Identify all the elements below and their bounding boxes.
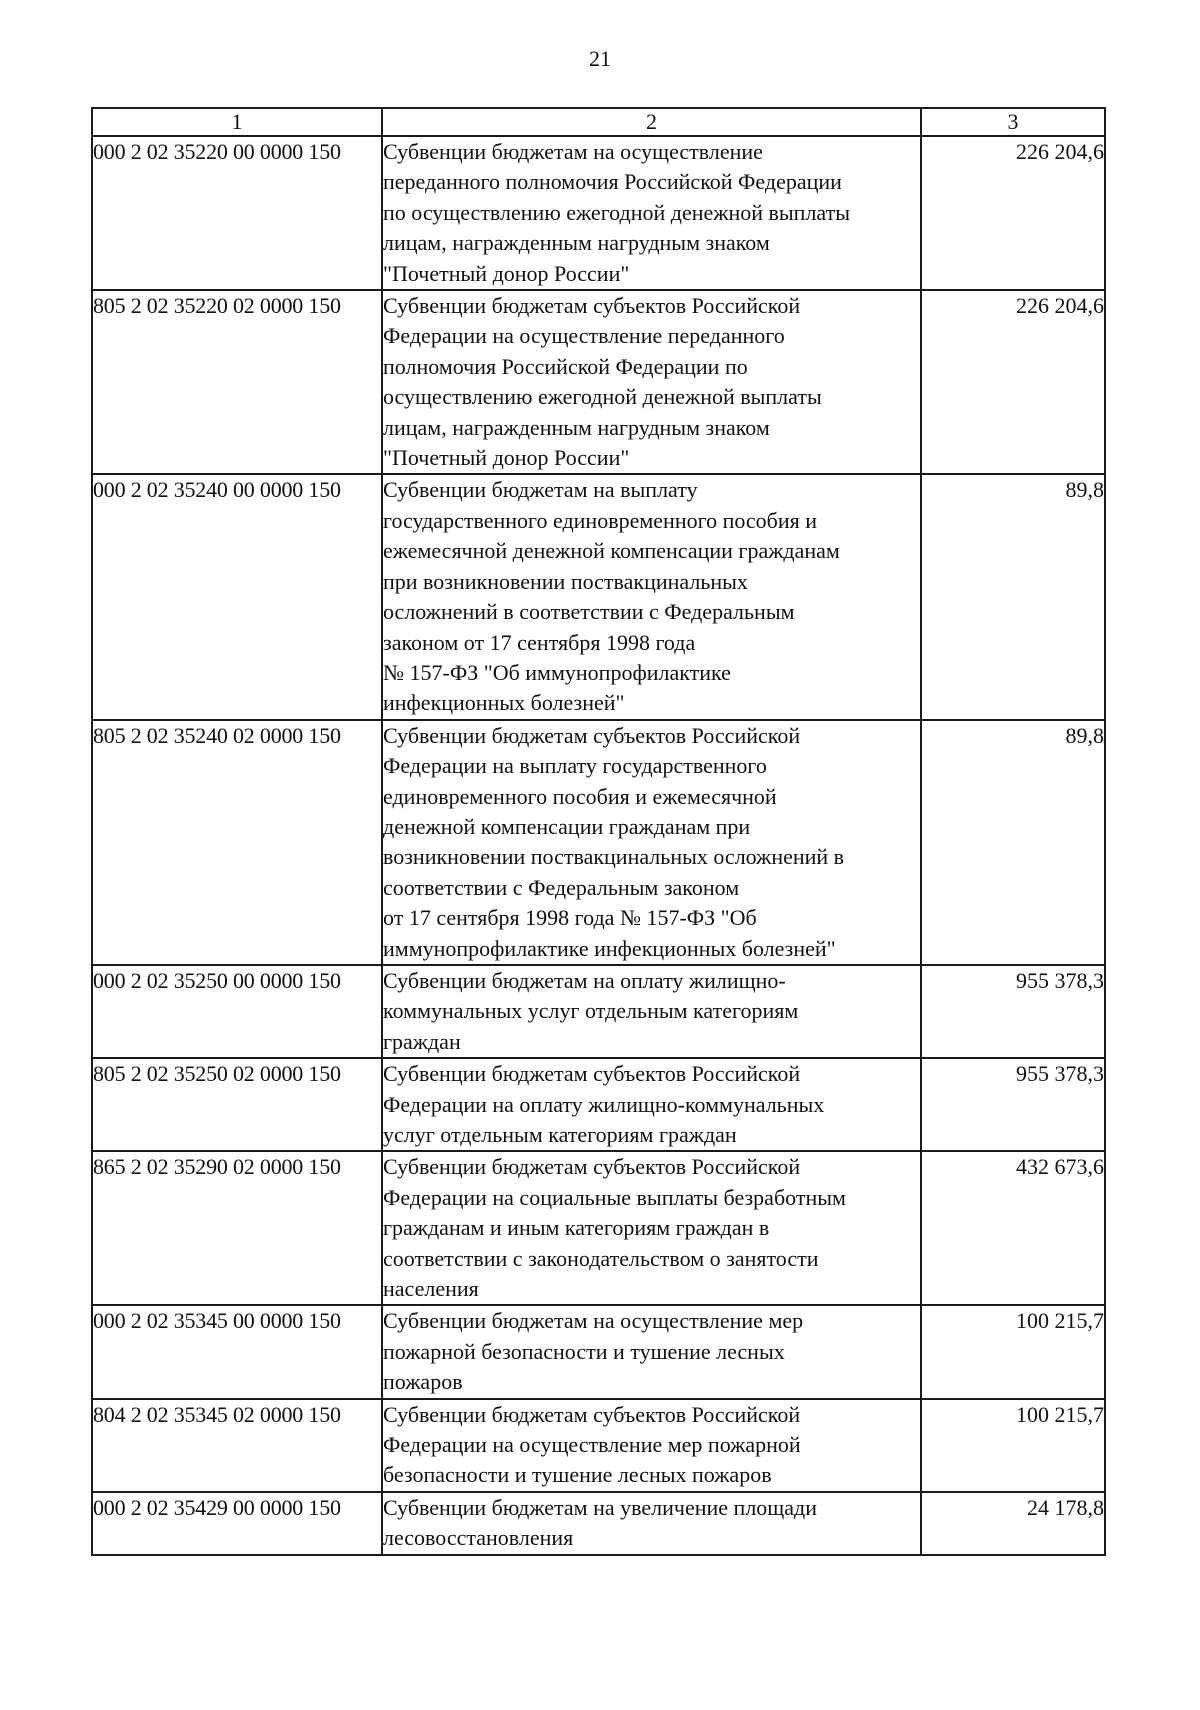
description-line: граждан bbox=[383, 1028, 461, 1054]
description-line: переданного полномочия Российской Федерации bbox=[383, 169, 842, 195]
table-row bbox=[92, 965, 1105, 1058]
description-cell bbox=[382, 1492, 921, 1555]
description-line: ежемесячной денежной компенсации гражданам bbox=[383, 538, 840, 564]
description-cell bbox=[382, 1399, 921, 1492]
amount-cell: 226 204,6 bbox=[921, 290, 1105, 474]
description-line: полномочия Российской Федерации по bbox=[383, 353, 748, 379]
table-row bbox=[92, 474, 1105, 719]
budget-code-cell: 000 2 02 35220 00 0000 150 bbox=[92, 136, 382, 290]
description-line: Субвенции бюджетам на выплату bbox=[383, 477, 698, 503]
budget-code-cell: 000 2 02 35250 00 0000 150 bbox=[92, 965, 382, 1058]
description-line: осложнений в соответствии с Федеральным bbox=[383, 599, 795, 625]
description-cell bbox=[382, 290, 921, 474]
column-header-description: 2 bbox=[382, 108, 921, 136]
description-line: Субвенции бюджетам субъектов Российской bbox=[383, 293, 801, 319]
description-line: единовременного пособия и ежемесячной bbox=[383, 783, 777, 809]
description-line: коммунальных услуг отдельным категориям bbox=[383, 998, 799, 1024]
description-line: инфекционных болезней" bbox=[383, 690, 625, 716]
budget-code-cell: 000 2 02 35345 00 0000 150 bbox=[92, 1305, 382, 1398]
description-line: государственного единовременного пособия и bbox=[383, 507, 818, 533]
amount-cell: 100 215,7 bbox=[921, 1305, 1105, 1398]
description-line: Федерации на оплату жилищно-коммунальных bbox=[383, 1091, 825, 1117]
table-body bbox=[92, 136, 1105, 1555]
table-row bbox=[92, 1151, 1105, 1305]
budget-code-cell: 804 2 02 35345 02 0000 150 bbox=[92, 1399, 382, 1492]
amount-cell: 955 378,3 bbox=[921, 1058, 1105, 1151]
description-cell bbox=[382, 474, 921, 719]
table-row bbox=[92, 720, 1105, 965]
amount-cell: 955 378,3 bbox=[921, 965, 1105, 1058]
description-line: услуг отдельным категориям граждан bbox=[383, 1122, 737, 1147]
description-line: законом от 17 сентября 1998 года bbox=[383, 629, 696, 655]
description-cell bbox=[382, 1151, 921, 1305]
budget-code-cell: 805 2 02 35240 02 0000 150 bbox=[92, 720, 382, 965]
amount-cell: 89,8 bbox=[921, 474, 1105, 719]
column-header-amount: 3 bbox=[921, 108, 1105, 136]
description-line: лицам, награжденным нагрудным знаком bbox=[383, 414, 770, 440]
description-line: денежной компенсации гражданам при bbox=[383, 813, 751, 839]
header-row bbox=[92, 108, 1105, 136]
table-row bbox=[92, 1399, 1105, 1492]
budget-code-cell: 865 2 02 35290 02 0000 150 bbox=[92, 1151, 382, 1305]
table-row bbox=[92, 1492, 1105, 1555]
description-line: Субвенции бюджетам субъектов Российской bbox=[383, 722, 801, 748]
description-line: Субвенции бюджетам на увеличение площади bbox=[383, 1494, 817, 1520]
page-number: 21 bbox=[589, 46, 611, 71]
description-line: при возникновении поствакцинальных bbox=[383, 568, 748, 594]
description-line: Субвенции бюджетам субъектов Российской bbox=[383, 1061, 801, 1087]
budget-code-cell: 000 2 02 35429 00 0000 150 bbox=[92, 1492, 382, 1555]
budget-code-cell: 805 2 02 35220 02 0000 150 bbox=[92, 290, 382, 474]
description-cell bbox=[382, 1058, 921, 1151]
amount-cell: 100 215,7 bbox=[921, 1399, 1105, 1492]
description-cell bbox=[382, 1305, 921, 1398]
description-line: № 157-ФЗ "Об иммунопрофилактике bbox=[383, 659, 731, 685]
description-line: безопасности и тушение лесных пожаров bbox=[383, 1462, 772, 1488]
description-line: Федерации на выплату государственного bbox=[383, 753, 767, 779]
description-line: пожарной безопасности и тушение лесных bbox=[383, 1338, 785, 1364]
amount-cell: 89,8 bbox=[921, 720, 1105, 965]
description-line: возникновении поствакцинальных осложнений в bbox=[383, 844, 845, 870]
description-line: "Почетный донор России" bbox=[383, 445, 630, 471]
description-line: "Почетный донор России" bbox=[383, 260, 630, 286]
description-line: по осуществлению ежегодной денежной выплаты bbox=[383, 199, 851, 225]
budget-code-cell: 805 2 02 35250 02 0000 150 bbox=[92, 1058, 382, 1151]
amount-cell: 226 204,6 bbox=[921, 136, 1105, 290]
description-line: пожаров bbox=[383, 1369, 463, 1395]
description-line: Федерации на осуществление переданного bbox=[383, 323, 785, 349]
description-line: лесовосстановления bbox=[383, 1525, 574, 1551]
description-line: от 17 сентября 1998 года № 157-ФЗ "Об bbox=[383, 905, 757, 931]
budget-code-cell: 000 2 02 35240 00 0000 150 bbox=[92, 474, 382, 719]
description-line: Субвенции бюджетам на осуществление bbox=[383, 139, 763, 164]
description-cell bbox=[382, 136, 921, 290]
description-line: лицам, награжденным нагрудным знаком bbox=[383, 230, 770, 256]
table-row bbox=[92, 136, 1105, 290]
description-line: Субвенции бюджетам на осуществление мер bbox=[383, 1308, 804, 1334]
description-cell bbox=[382, 720, 921, 965]
table-row bbox=[92, 290, 1105, 474]
description-line: гражданам и иным категориям граждан в bbox=[383, 1215, 770, 1241]
description-cell bbox=[382, 965, 921, 1058]
amount-cell: 432 673,6 bbox=[921, 1151, 1105, 1305]
table-row bbox=[92, 1058, 1105, 1151]
description-line: осуществлению ежегодной денежной выплаты bbox=[383, 384, 822, 410]
budget-table bbox=[91, 107, 1106, 1556]
amount-cell: 24 178,8 bbox=[921, 1492, 1105, 1555]
description-line: иммунопрофилактике инфекционных болезней" bbox=[383, 935, 836, 961]
table-row bbox=[92, 1305, 1105, 1398]
column-header-code: 1 bbox=[92, 108, 382, 136]
description-line: Субвенции бюджетам субъектов Российской bbox=[383, 1401, 801, 1427]
description-line: Субвенции бюджетам на оплату жилищно- bbox=[383, 967, 786, 993]
description-line: Федерации на социальные выплаты безработным bbox=[383, 1184, 846, 1210]
description-line: соответствии с Федеральным законом bbox=[383, 874, 740, 900]
description-line: населения bbox=[383, 1276, 479, 1302]
description-line: соответствии с законодательством о занятости bbox=[383, 1245, 819, 1271]
description-line: Субвенции бюджетам субъектов Российской bbox=[383, 1154, 801, 1180]
description-line: Федерации на осуществление мер пожарной bbox=[383, 1432, 801, 1458]
